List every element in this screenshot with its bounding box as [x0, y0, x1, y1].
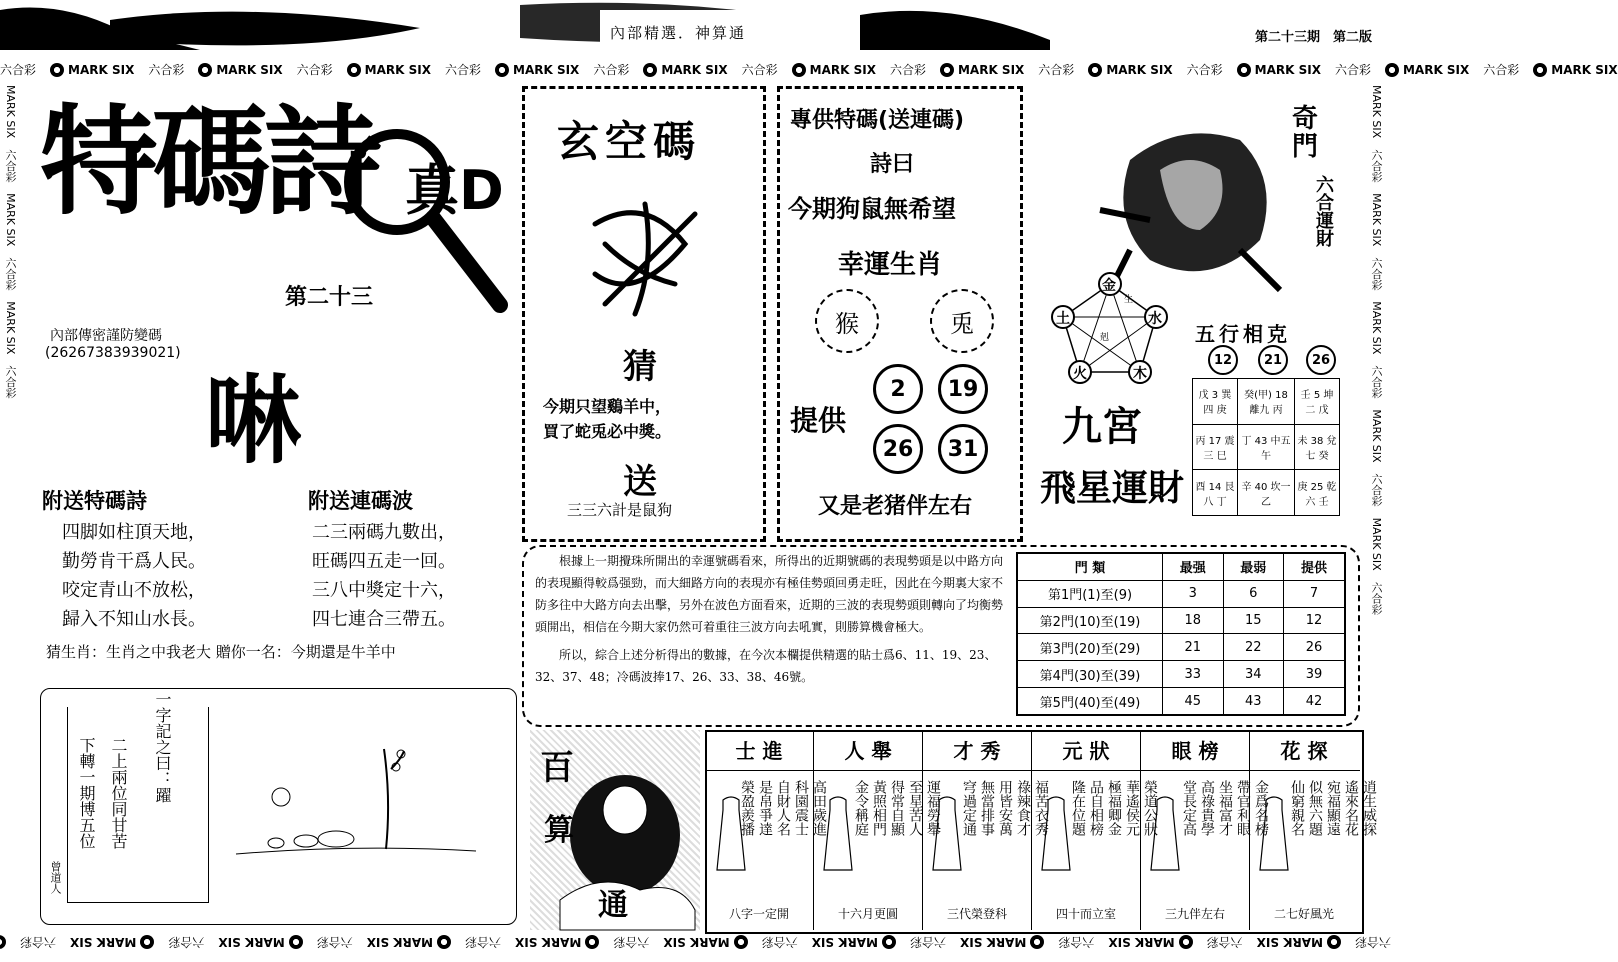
door-cell: 18: [1163, 607, 1224, 634]
door-cell: 第5門(40)至(49): [1017, 688, 1163, 716]
band-item: 六合彩MARK SIX: [663, 935, 798, 950]
band-item: 六合彩 MARK SIX: [148, 62, 283, 77]
analysis-para-1: 根據上一期攪珠所開出的幸運號碼看來，所得出的近期號碼的表現勢頭是以中路方向的表現顯得較爲强勁，而大細路方向的表現亦有極佳勢頭回勇走旺，因此在今期裏大家不防多往中大路方向去出擊，另外在波色方面看來，近期的三波的表現勢頭則轉向了均衡勢頭開出，相信在今期大家仍然可着重往三波方向去吼實，則勝算機會極大。: [535, 554, 1004, 634]
band-item: 六合彩MARK SIX: [960, 935, 1095, 950]
door-cell: 第1門(1)至(9): [1017, 580, 1163, 607]
feixing-label: 飛星運財: [1040, 468, 1185, 509]
door-cell: 6: [1223, 580, 1284, 607]
scholars-divider: [705, 770, 1360, 771]
door-table: [1016, 552, 1346, 716]
poem-line: 咬定青山不放松，: [62, 580, 206, 601]
scholar-body: 逍生威探 遙來名花 宛福顯遠 似無六題 仙窮親名: [1289, 780, 1377, 836]
scholar-head: 花 探: [1280, 739, 1328, 763]
riddle-box: [40, 688, 517, 925]
scholar-body: 福苦衣秀 祿辣食才 用皆安萬 無當排事 穹過定通: [961, 780, 1049, 836]
scholar-body: 榮道公狀 華遙侯元 極福卿金 品自相榜 隆在位題: [1070, 780, 1158, 836]
flower-icon: [585, 935, 599, 949]
flower-icon: [1327, 935, 1341, 949]
scholar-body: 運福勞舉 至星苦人 得常自顯 黃照相門 金令稱庭: [853, 780, 941, 836]
band-item: 六合彩MARK SIX: [1108, 935, 1243, 950]
special-title: 專供特碼(送連碼): [790, 108, 965, 133]
number-circle: 19: [938, 364, 988, 414]
door-cell: 34: [1223, 661, 1284, 688]
flower-icon: [0, 935, 6, 949]
wave-heading: 附送連碼波: [308, 489, 413, 513]
left-issue-label: 第二十三: [285, 284, 374, 310]
element-sheng: 生: [1124, 295, 1134, 305]
element-wood: 木: [1133, 366, 1147, 382]
palace-cell: 辛 40 坎一 乙: [1237, 470, 1294, 516]
door-cell: 42: [1284, 688, 1346, 716]
riddle-col2: 二上兩位同甘苦: [109, 737, 128, 849]
wave-line: 四七連合三帶五。: [312, 609, 456, 630]
riddle-col3: 下轉一期博五位: [77, 737, 96, 849]
door-header: 提供: [1284, 553, 1346, 580]
scholar-head: 人 舉: [844, 739, 892, 763]
header-banner: [0, 0, 1391, 56]
scholar-head: 元 狀: [1062, 739, 1110, 763]
special-code-box: [777, 86, 1023, 542]
poem-line: 四脚如柱頂天地，: [62, 522, 206, 543]
door-cell: 26: [1284, 634, 1346, 661]
door-cell: 22: [1223, 634, 1284, 661]
band-item: 六合彩 MARK SIX: [741, 62, 876, 77]
lucky-label: 幸運生肖: [838, 250, 943, 280]
band-item: 六合彩 MARK SIX: [444, 62, 580, 77]
qimen-label: 奇門: [1292, 104, 1319, 162]
palace-cell: 戊 3 巽四 庚: [1193, 379, 1238, 425]
top-mark-six-band: [0, 58, 1618, 80]
wuxing-num: 12: [1208, 345, 1238, 375]
palace-cell: 壬 5 坤二 戊: [1295, 379, 1340, 425]
secret-number: (26267383939021): [45, 345, 181, 361]
band-item: 六合彩 MARK SIX: [889, 62, 1025, 77]
band-item: 六合彩 MARK SIX: [1038, 62, 1173, 77]
zodiac-monkey: 猴: [815, 289, 879, 353]
band-item: 六合彩MARK SIX: [1256, 935, 1391, 950]
poem-heading: 附送特碼詩: [42, 489, 147, 513]
jiugong-label: 九宮: [1062, 404, 1142, 450]
scholar-foot: 三代榮登科: [946, 907, 1007, 921]
xuankong-title: 玄空碼: [557, 117, 702, 166]
door-cell: 33: [1163, 661, 1224, 688]
riddle-col1: 一字記之曰：躍: [153, 691, 172, 803]
poem-lines: [62, 518, 206, 634]
zodiac-rabbit: 兎: [930, 289, 994, 353]
band-item: 六合彩 MARK SIX: [1186, 62, 1321, 77]
wuxing-num: 21: [1258, 345, 1288, 375]
wave-line: 旺碼四五走一回。: [312, 551, 456, 572]
door-cell: 第2門(10)至(19): [1017, 607, 1163, 634]
special-poem: 今期狗鼠無希望: [788, 195, 956, 223]
special-poem-title-tail: 真D: [405, 159, 504, 222]
signature: 曾道人: [49, 861, 62, 894]
scholar-head: 士 進: [735, 739, 783, 763]
warrior-horse-illustration: [1090, 100, 1300, 300]
flower-icon: [1237, 63, 1251, 77]
scholar-body: 高田歲進 科園震士 自財人名 是帛爭達 榮盈羨播: [739, 780, 827, 836]
wave-line: 三八中獎定十六，: [312, 580, 456, 601]
guess-text-1: 今期只望鷄羊中，: [543, 397, 672, 416]
edition-label: 第二版: [1333, 30, 1373, 45]
art-char: 百: [540, 748, 574, 788]
scholar-body: 金爲名榜 帶官利眼 坐福富才 高祿貴學 堂長定高: [1181, 780, 1269, 836]
band-item: 六合彩 MARK SIX: [296, 62, 431, 77]
art-char: 算: [544, 813, 574, 848]
door-cell: 45: [1163, 688, 1224, 716]
analysis-para-2: 所以，綜合上述分析得出的數據，在今次本欄提供精選的貼士爲6、11、19、23、32、37、48；冷碼波捧17、26、33、38、46號。: [535, 648, 997, 684]
special-poem-title: 特碼詩: [40, 93, 377, 231]
palace-cell: 酉 14 艮八 丁: [1193, 470, 1238, 516]
poem-line: 歸入不知山水長。: [62, 609, 206, 630]
palace-cell: 未 38 兌七 癸: [1295, 424, 1340, 470]
wuxing-title: 五行相克: [1195, 322, 1291, 346]
band-item: 六合彩MARK SIX: [515, 935, 650, 950]
flower-icon: [882, 935, 896, 949]
band-item: 六合彩MARK SIX: [70, 935, 205, 950]
nine-palace-grid: [1192, 378, 1340, 516]
header-top-label: 內部精選．神算通: [610, 24, 747, 42]
scholar-foot: 二七好風光: [1273, 907, 1334, 921]
send-text: 三三六計是鼠狗: [567, 501, 673, 519]
left-mark-six-band: MARK SIX 六合彩 MARK SIX 六合彩 MARK SIX 六合彩: [4, 85, 17, 399]
flower-icon: [1385, 63, 1399, 77]
wuxing-num: 26: [1306, 345, 1336, 375]
scholar-foot: 十六月更圓: [837, 907, 898, 921]
landscape-illustration: [236, 739, 486, 869]
band-item: 六合彩 MARK SIX: [1334, 62, 1470, 77]
element-earth: 土: [1056, 311, 1070, 327]
secret-note: 內部傳密謹防變碼: [50, 328, 162, 344]
flower-icon: [347, 63, 361, 77]
number-circle: 31: [938, 424, 988, 474]
flower-icon: [198, 63, 212, 77]
door-cell: 15: [1223, 607, 1284, 634]
special-footer: 又是老猪伴左右: [818, 494, 973, 519]
door-header: 門 類: [1017, 553, 1163, 580]
scholar-foot: 四十而立室: [1055, 907, 1116, 921]
band-item: 六合彩MARK SIX: [218, 935, 353, 950]
element-water: 水: [1148, 311, 1162, 327]
palace-cell: 庚 25 乾六 壬: [1295, 470, 1340, 516]
xuankong-box: [522, 86, 766, 542]
band-item: 六合彩 MARK SIX: [1483, 62, 1618, 77]
flower-icon: [734, 935, 748, 949]
door-cell: 第3門(20)至(29): [1017, 634, 1163, 661]
flower-icon: [643, 63, 657, 77]
element-gold: 金: [1102, 278, 1116, 294]
band-item: 六合彩MARK SIX: [811, 935, 947, 950]
element-fire: 火: [1073, 366, 1087, 382]
door-cell: 39: [1284, 661, 1346, 688]
door-cell: 21: [1163, 634, 1224, 661]
band-item: 六合彩MARK SIX: [366, 935, 502, 950]
art-char: 通: [598, 888, 628, 923]
provide-label: 提供: [790, 404, 847, 437]
flower-icon: [1088, 63, 1102, 77]
scholar-foot: 三九伴左右: [1164, 907, 1225, 921]
scholar-figures: [705, 790, 1360, 890]
talisman-glyph: [575, 184, 715, 324]
flower-icon: [437, 935, 451, 949]
bottom-mark-six-band: [0, 932, 1391, 954]
guess-text-2: 買了蛇兎必中獎。: [543, 422, 672, 441]
flower-icon: [140, 935, 154, 949]
eye-graphic: [0, 0, 1050, 56]
liuhe-label: 六合運財: [1313, 175, 1334, 247]
issue-label: 第二十三期: [1255, 30, 1321, 45]
band-item: 六合彩 MARK SIX: [0, 62, 135, 77]
flower-icon: [940, 63, 954, 77]
guess-line: 猜生肖：生肖之中我老大 贈你一名：今期還是牛羊中: [46, 643, 396, 661]
flower-icon: [1179, 935, 1193, 949]
door-cell: 12: [1284, 607, 1346, 634]
poem-label: 詩曰: [870, 152, 915, 177]
number-circle: 2: [873, 364, 923, 414]
scholar-head: 眼 榜: [1171, 739, 1219, 763]
palace-cell: 丙 17 震三 巳: [1193, 424, 1238, 470]
flower-icon: [289, 935, 303, 949]
door-header: 最强: [1163, 553, 1224, 580]
poem-char: 啉: [205, 365, 301, 477]
flower-icon: [50, 63, 64, 77]
scholar-head: 才 秀: [953, 739, 1001, 763]
element-ke: 剋: [1100, 333, 1110, 343]
palace-cell: 癸(甲) 18 離九 丙: [1237, 379, 1294, 425]
flower-icon: [1030, 935, 1044, 949]
wave-line: 二三兩碼九數出，: [312, 522, 456, 543]
flower-icon: [495, 63, 509, 77]
wave-lines: [312, 518, 456, 634]
door-cell: 7: [1284, 580, 1346, 607]
palace-cell: 丁 43 中五 午: [1237, 424, 1294, 470]
poem-line: 勤勞肯干爲人民。: [62, 551, 206, 572]
door-cell: 3: [1163, 580, 1224, 607]
analysis-text: [535, 550, 1005, 688]
right-mark-six-band: MARK SIX 六合彩 MARK SIX 六合彩 MARK SIX 六合彩 MARK SIX 六合彩 MARK SIX 六合彩: [1370, 85, 1383, 615]
door-cell: 第4門(30)至(39): [1017, 661, 1163, 688]
band-item: 六合彩 MARK SIX: [593, 62, 728, 77]
baisuantong-art: [530, 730, 700, 930]
door-header: 最弱: [1223, 553, 1284, 580]
send-label: 送: [623, 462, 657, 502]
flower-icon: [1533, 63, 1547, 77]
number-circle: 26: [873, 424, 923, 474]
guess-label: 猜: [623, 347, 657, 387]
door-cell: 43: [1223, 688, 1284, 716]
band-item: 六合彩: [0, 935, 56, 952]
scholar-foot: 八字一定開: [728, 907, 789, 921]
flower-icon: [792, 63, 806, 77]
